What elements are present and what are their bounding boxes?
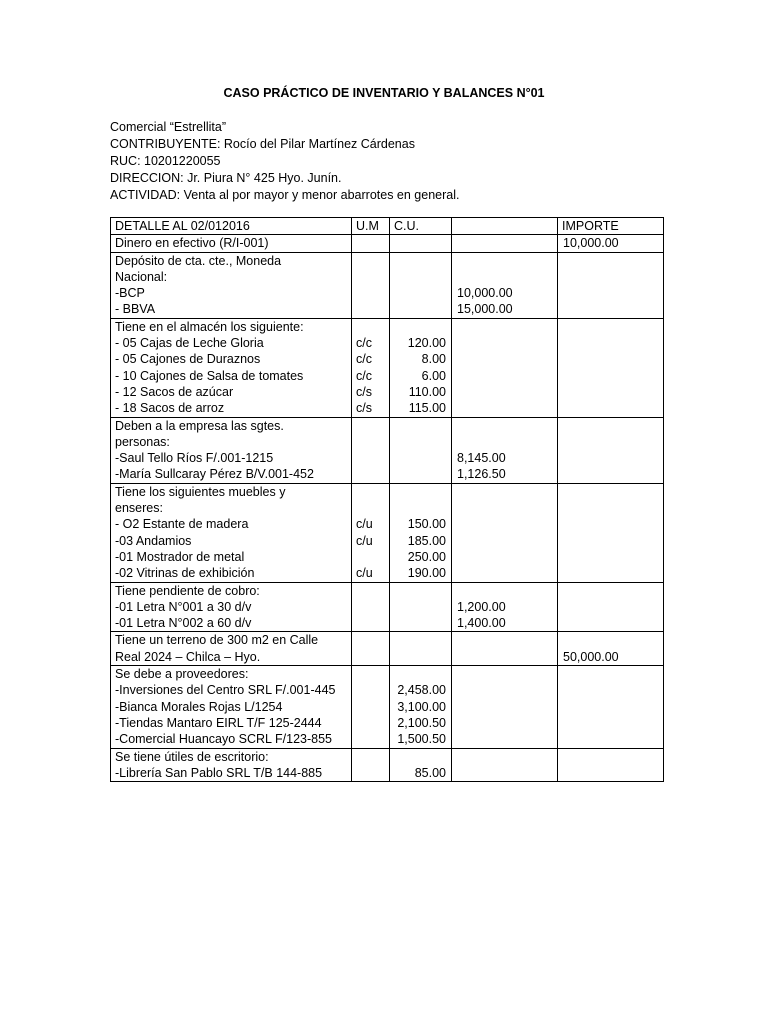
detail-cell — [111, 318, 352, 417]
detail-cell-line: Tiene un terreno de 300 m2 en Calle — [115, 633, 319, 648]
um-cell-line — [356, 615, 389, 631]
um-cell — [352, 417, 390, 483]
detail-cell-line: Deben a la empresa las sgtes. — [115, 418, 284, 433]
cu-cell-line — [390, 418, 446, 434]
subtotal-cell-line — [457, 516, 557, 532]
subtotal-cell-line — [457, 666, 557, 682]
importe-cell-line — [563, 351, 663, 367]
subtotal-cell-line — [457, 565, 557, 581]
importe-cell-line — [563, 533, 663, 549]
cu-cell-line: 120.00 — [407, 336, 446, 351]
subtotal-cell-line — [457, 384, 557, 400]
cu-cell-line — [390, 235, 446, 251]
importe-cell-line — [563, 434, 663, 450]
subtotal-cell — [452, 666, 558, 748]
importe-cell-line — [563, 253, 663, 269]
importe-cell-line — [563, 699, 663, 715]
cu-cell-line — [390, 615, 446, 631]
um-cell-line — [356, 484, 389, 500]
importe-cell-line — [563, 466, 663, 482]
subtotal-cell-line — [457, 649, 557, 665]
detail-cell-line: -Librería San Pablo SRL T/B 144-885 — [115, 765, 323, 780]
subtotal-cell — [452, 252, 558, 318]
cu-cell-line: 190.00 — [407, 566, 446, 581]
cu-cell-line — [390, 269, 446, 285]
cu-cell — [390, 666, 452, 748]
cu-cell — [390, 483, 452, 582]
cu-cell-line: 3,100.00 — [397, 699, 446, 714]
subtotal-cell — [452, 417, 558, 483]
detail-cell-line: Tiene pendiente de cobro: — [115, 583, 260, 598]
cu-cell-line: 8.00 — [421, 352, 446, 367]
importe-cell — [558, 252, 664, 318]
cu-cell-line: 2,458.00 — [397, 683, 446, 698]
subtotal-cell-line: 8,145.00 — [457, 451, 506, 466]
importe-cell-line — [563, 765, 663, 781]
table-row — [111, 666, 664, 748]
cu-cell-line — [390, 632, 446, 648]
detail-cell-line: - 12 Sacos de azúcar — [115, 384, 234, 399]
um-cell — [352, 235, 390, 252]
subtotal-cell-line — [457, 253, 557, 269]
subtotal-cell-line — [457, 699, 557, 715]
importe-cell-line — [563, 484, 663, 500]
um-cell-line — [356, 666, 389, 682]
um-cell-line — [356, 269, 389, 285]
um-cell-line: c/s — [356, 384, 372, 399]
importe-cell-line — [563, 549, 663, 565]
um-cell-line: c/c — [356, 336, 372, 351]
cu-cell-line — [390, 749, 446, 765]
cu-cell-line — [390, 649, 446, 665]
um-cell-line — [356, 599, 389, 615]
um-cell-line — [356, 418, 389, 434]
subtotal-cell — [452, 582, 558, 632]
table-header-row — [111, 218, 664, 235]
importe-cell-line — [563, 285, 663, 301]
importe-cell-line — [563, 400, 663, 416]
detail-cell-line: - 05 Cajones de Duraznos — [115, 352, 261, 367]
detail-cell — [111, 483, 352, 582]
cu-cell-line — [390, 484, 446, 500]
subtotal-cell-line — [457, 235, 557, 251]
importe-cell-line — [563, 269, 663, 285]
ruc-line: RUC: 10201220055 — [110, 154, 221, 168]
cu-cell — [390, 632, 452, 666]
detail-cell-line: personas: — [115, 434, 170, 449]
table-row — [111, 318, 664, 417]
um-cell-line — [356, 632, 389, 648]
importe-cell-line — [563, 599, 663, 615]
header-detalle: DETALLE AL 02/012016 — [111, 218, 352, 235]
um-cell-line — [356, 253, 389, 269]
cu-cell-line: 85.00 — [414, 765, 446, 780]
detail-cell-line: - O2 Estante de madera — [115, 517, 249, 532]
table-row — [111, 417, 664, 483]
um-cell-line — [356, 301, 389, 317]
um-cell-line: c/c — [356, 352, 372, 367]
header-subtotal — [452, 218, 558, 235]
detail-cell-line: -01 Mostrador de metal — [115, 549, 245, 564]
actividad-line: ACTIVIDAD: Venta al por mayor y menor abarrotes en general. — [110, 188, 460, 202]
header-um: U.M — [352, 218, 390, 235]
importe-cell-line — [563, 565, 663, 581]
detail-cell-line: -Comercial Huancayo SCRL F/123-855 — [115, 732, 332, 747]
um-cell-line — [356, 235, 389, 251]
table-row — [111, 748, 664, 782]
cu-cell-line — [390, 583, 446, 599]
um-cell-line — [356, 583, 389, 599]
detail-cell-line: Se debe a proveedores: — [115, 667, 249, 682]
detail-cell-line: -Tiendas Mantaro EIRL T/F 125-2444 — [115, 715, 322, 730]
detail-cell-line: -Inversiones del Centro SRL F/.001-445 — [115, 683, 336, 698]
cu-cell — [390, 582, 452, 632]
importe-cell — [558, 582, 664, 632]
header-cu: C.U. — [390, 218, 452, 235]
um-cell — [352, 666, 390, 748]
detail-cell — [111, 632, 352, 666]
detail-cell-line: -01 Letra N°001 a 30 d/v — [115, 599, 252, 614]
detail-cell — [111, 235, 352, 252]
subtotal-cell — [452, 632, 558, 666]
subtotal-cell — [452, 318, 558, 417]
subtotal-cell-line — [457, 715, 557, 731]
subtotal-cell-line — [457, 583, 557, 599]
importe-cell-line: 50,000.00 — [563, 649, 619, 664]
cu-cell-line — [390, 301, 446, 317]
um-cell-line — [356, 434, 389, 450]
subtotal-cell-line — [457, 269, 557, 285]
cu-cell-line: 115.00 — [408, 401, 446, 416]
detail-cell-line: - BBVA — [115, 302, 156, 317]
detail-cell-line: - 10 Cajones de Salsa de tomates — [115, 368, 304, 383]
um-cell-line: c/u — [356, 566, 373, 581]
importe-cell-line — [563, 682, 663, 698]
cu-cell-line — [390, 450, 446, 466]
detail-cell-line: Nacional: — [115, 269, 168, 284]
importe-cell — [558, 632, 664, 666]
um-cell-line: c/u — [356, 517, 373, 532]
subtotal-cell — [452, 235, 558, 252]
subtotal-cell-line — [457, 335, 557, 351]
um-cell-line — [356, 649, 389, 665]
cu-cell-line: 150.00 — [407, 517, 446, 532]
detail-cell-line: -BCP — [115, 286, 145, 301]
importe-cell-line — [563, 418, 663, 434]
cu-cell-line: 250.00 — [407, 549, 446, 564]
detail-cell-line: -María Sullcaray Pérez B/V.001-452 — [115, 467, 314, 482]
um-cell — [352, 483, 390, 582]
importe-cell — [558, 318, 664, 417]
table-row — [111, 252, 664, 318]
detail-cell-line: Tiene en el almacén los siguiente: — [115, 319, 304, 334]
document-title: CASO PRÁCTICO DE INVENTARIO Y BALANCES N°01 — [223, 86, 545, 100]
cu-cell-line — [390, 500, 446, 516]
um-cell-line — [356, 500, 389, 516]
cu-cell-line: 2,100.50 — [397, 715, 446, 730]
subtotal-cell-line — [457, 533, 557, 549]
um-cell-line: c/c — [356, 368, 372, 383]
um-cell — [352, 748, 390, 782]
subtotal-cell-line — [457, 632, 557, 648]
cu-cell-line — [390, 253, 446, 269]
importe-cell-line — [563, 516, 663, 532]
importe-cell-line — [563, 319, 663, 335]
detail-cell-line: -Saul Tello Ríos F/.001-1215 — [115, 451, 274, 466]
detail-cell — [111, 748, 352, 782]
cu-cell — [390, 417, 452, 483]
cu-cell — [390, 748, 452, 782]
subtotal-cell-line — [457, 368, 557, 384]
um-cell-line — [356, 549, 389, 565]
detail-cell-line: -Bianca Morales Rojas L/1254 — [115, 699, 283, 714]
detail-cell-line: -02 Vitrinas de exhibición — [115, 566, 255, 581]
um-cell — [352, 582, 390, 632]
detail-cell-line: - 18 Sacos de arroz — [115, 401, 225, 416]
header-importe: IMPORTE — [558, 218, 664, 235]
importe-cell-line — [563, 632, 663, 648]
detail-cell-line: - 05 Cajas de Leche Gloria — [115, 336, 264, 351]
importe-cell-line — [563, 615, 663, 631]
importe-cell-line: 10,000.00 — [563, 236, 619, 251]
importe-cell — [558, 483, 664, 582]
importe-cell-line — [563, 335, 663, 351]
importe-cell-line — [563, 384, 663, 400]
subtotal-cell-line: 1,200.00 — [457, 599, 506, 614]
detail-cell-line: enseres: — [115, 501, 163, 516]
cu-cell — [390, 318, 452, 417]
subtotal-cell-line — [457, 434, 557, 450]
um-cell-line — [356, 285, 389, 301]
cu-cell-line — [390, 285, 446, 301]
um-cell-line: c/u — [356, 533, 373, 548]
detail-cell — [111, 666, 352, 748]
importe-cell — [558, 417, 664, 483]
subtotal-cell-line: 15,000.00 — [457, 302, 513, 317]
detail-cell-line: Tiene los siguientes muebles y — [115, 484, 286, 499]
inventory-table — [110, 217, 664, 782]
importe-cell-line — [563, 583, 663, 599]
subtotal-cell-line — [457, 400, 557, 416]
cu-cell-line — [390, 599, 446, 615]
subtotal-cell-line: 10,000.00 — [457, 286, 513, 301]
detail-cell-line: Se tiene útiles de escritorio: — [115, 749, 269, 764]
subtotal-cell — [452, 483, 558, 582]
detail-cell-line: -01 Letra N°002 a 60 d/v — [115, 616, 252, 631]
contribuyente-line: CONTRIBUYENTE: Rocío del Pilar Martínez Cárdenas — [110, 137, 415, 151]
direccion-line: DIRECCION: Jr. Piura N° 425 Hyo. Junín. — [110, 171, 342, 185]
company-header — [110, 119, 459, 204]
um-cell-line — [356, 466, 389, 482]
importe-cell-line — [563, 301, 663, 317]
um-cell-line — [356, 715, 389, 731]
table-body — [111, 235, 664, 782]
um-cell-line: c/s — [356, 401, 372, 416]
um-cell — [352, 632, 390, 666]
cu-cell — [390, 252, 452, 318]
um-cell-line — [356, 749, 389, 765]
cu-cell — [390, 235, 452, 252]
importe-cell-line — [563, 666, 663, 682]
subtotal-cell-line — [457, 351, 557, 367]
importe-cell-line — [563, 368, 663, 384]
subtotal-cell-line — [457, 484, 557, 500]
table-row — [111, 582, 664, 632]
subtotal-cell-line — [457, 319, 557, 335]
subtotal-cell-line — [457, 549, 557, 565]
subtotal-cell-line — [457, 418, 557, 434]
um-cell-line — [356, 450, 389, 466]
um-cell-line — [356, 699, 389, 715]
subtotal-cell-line — [457, 749, 557, 765]
um-cell-line — [356, 319, 389, 335]
table-row — [111, 632, 664, 666]
um-cell-line — [356, 765, 389, 781]
importe-cell — [558, 666, 664, 748]
subtotal-cell-line — [457, 765, 557, 781]
detail-cell-line: -03 Andamios — [115, 533, 192, 548]
importe-cell-line — [563, 749, 663, 765]
um-cell — [352, 252, 390, 318]
um-cell-line — [356, 731, 389, 747]
subtotal-cell-line — [457, 500, 557, 516]
cu-cell-line: 185.00 — [407, 533, 446, 548]
detail-cell-line: Depósito de cta. cte., Moneda — [115, 253, 282, 268]
cu-cell-line: 6.00 — [421, 368, 446, 383]
table-row — [111, 235, 664, 252]
cu-cell-line — [390, 466, 446, 482]
detail-cell-line: Real 2024 – Chilca – Hyo. — [115, 649, 261, 664]
cu-cell-line: 110.00 — [408, 384, 446, 399]
importe-cell-line — [563, 500, 663, 516]
importe-cell-line — [563, 715, 663, 731]
importe-cell — [558, 748, 664, 782]
table-row — [111, 483, 664, 582]
company-name: Comercial “Estrellita” — [110, 120, 226, 134]
importe-cell — [558, 235, 664, 252]
cu-cell-line — [390, 434, 446, 450]
um-cell — [352, 318, 390, 417]
subtotal-cell-line — [457, 731, 557, 747]
cu-cell-line — [390, 666, 446, 682]
subtotal-cell — [452, 748, 558, 782]
detail-cell — [111, 252, 352, 318]
subtotal-cell-line — [457, 682, 557, 698]
subtotal-cell-line: 1,400.00 — [457, 616, 506, 631]
importe-cell-line — [563, 731, 663, 747]
detail-cell — [111, 582, 352, 632]
cu-cell-line — [390, 319, 446, 335]
subtotal-cell-line: 1,126.50 — [457, 467, 506, 482]
detail-cell-line: Dinero en efectivo (R/I-001) — [115, 236, 269, 251]
detail-cell — [111, 417, 352, 483]
um-cell-line — [356, 682, 389, 698]
importe-cell-line — [563, 450, 663, 466]
cu-cell-line: 1,500.50 — [397, 732, 446, 747]
